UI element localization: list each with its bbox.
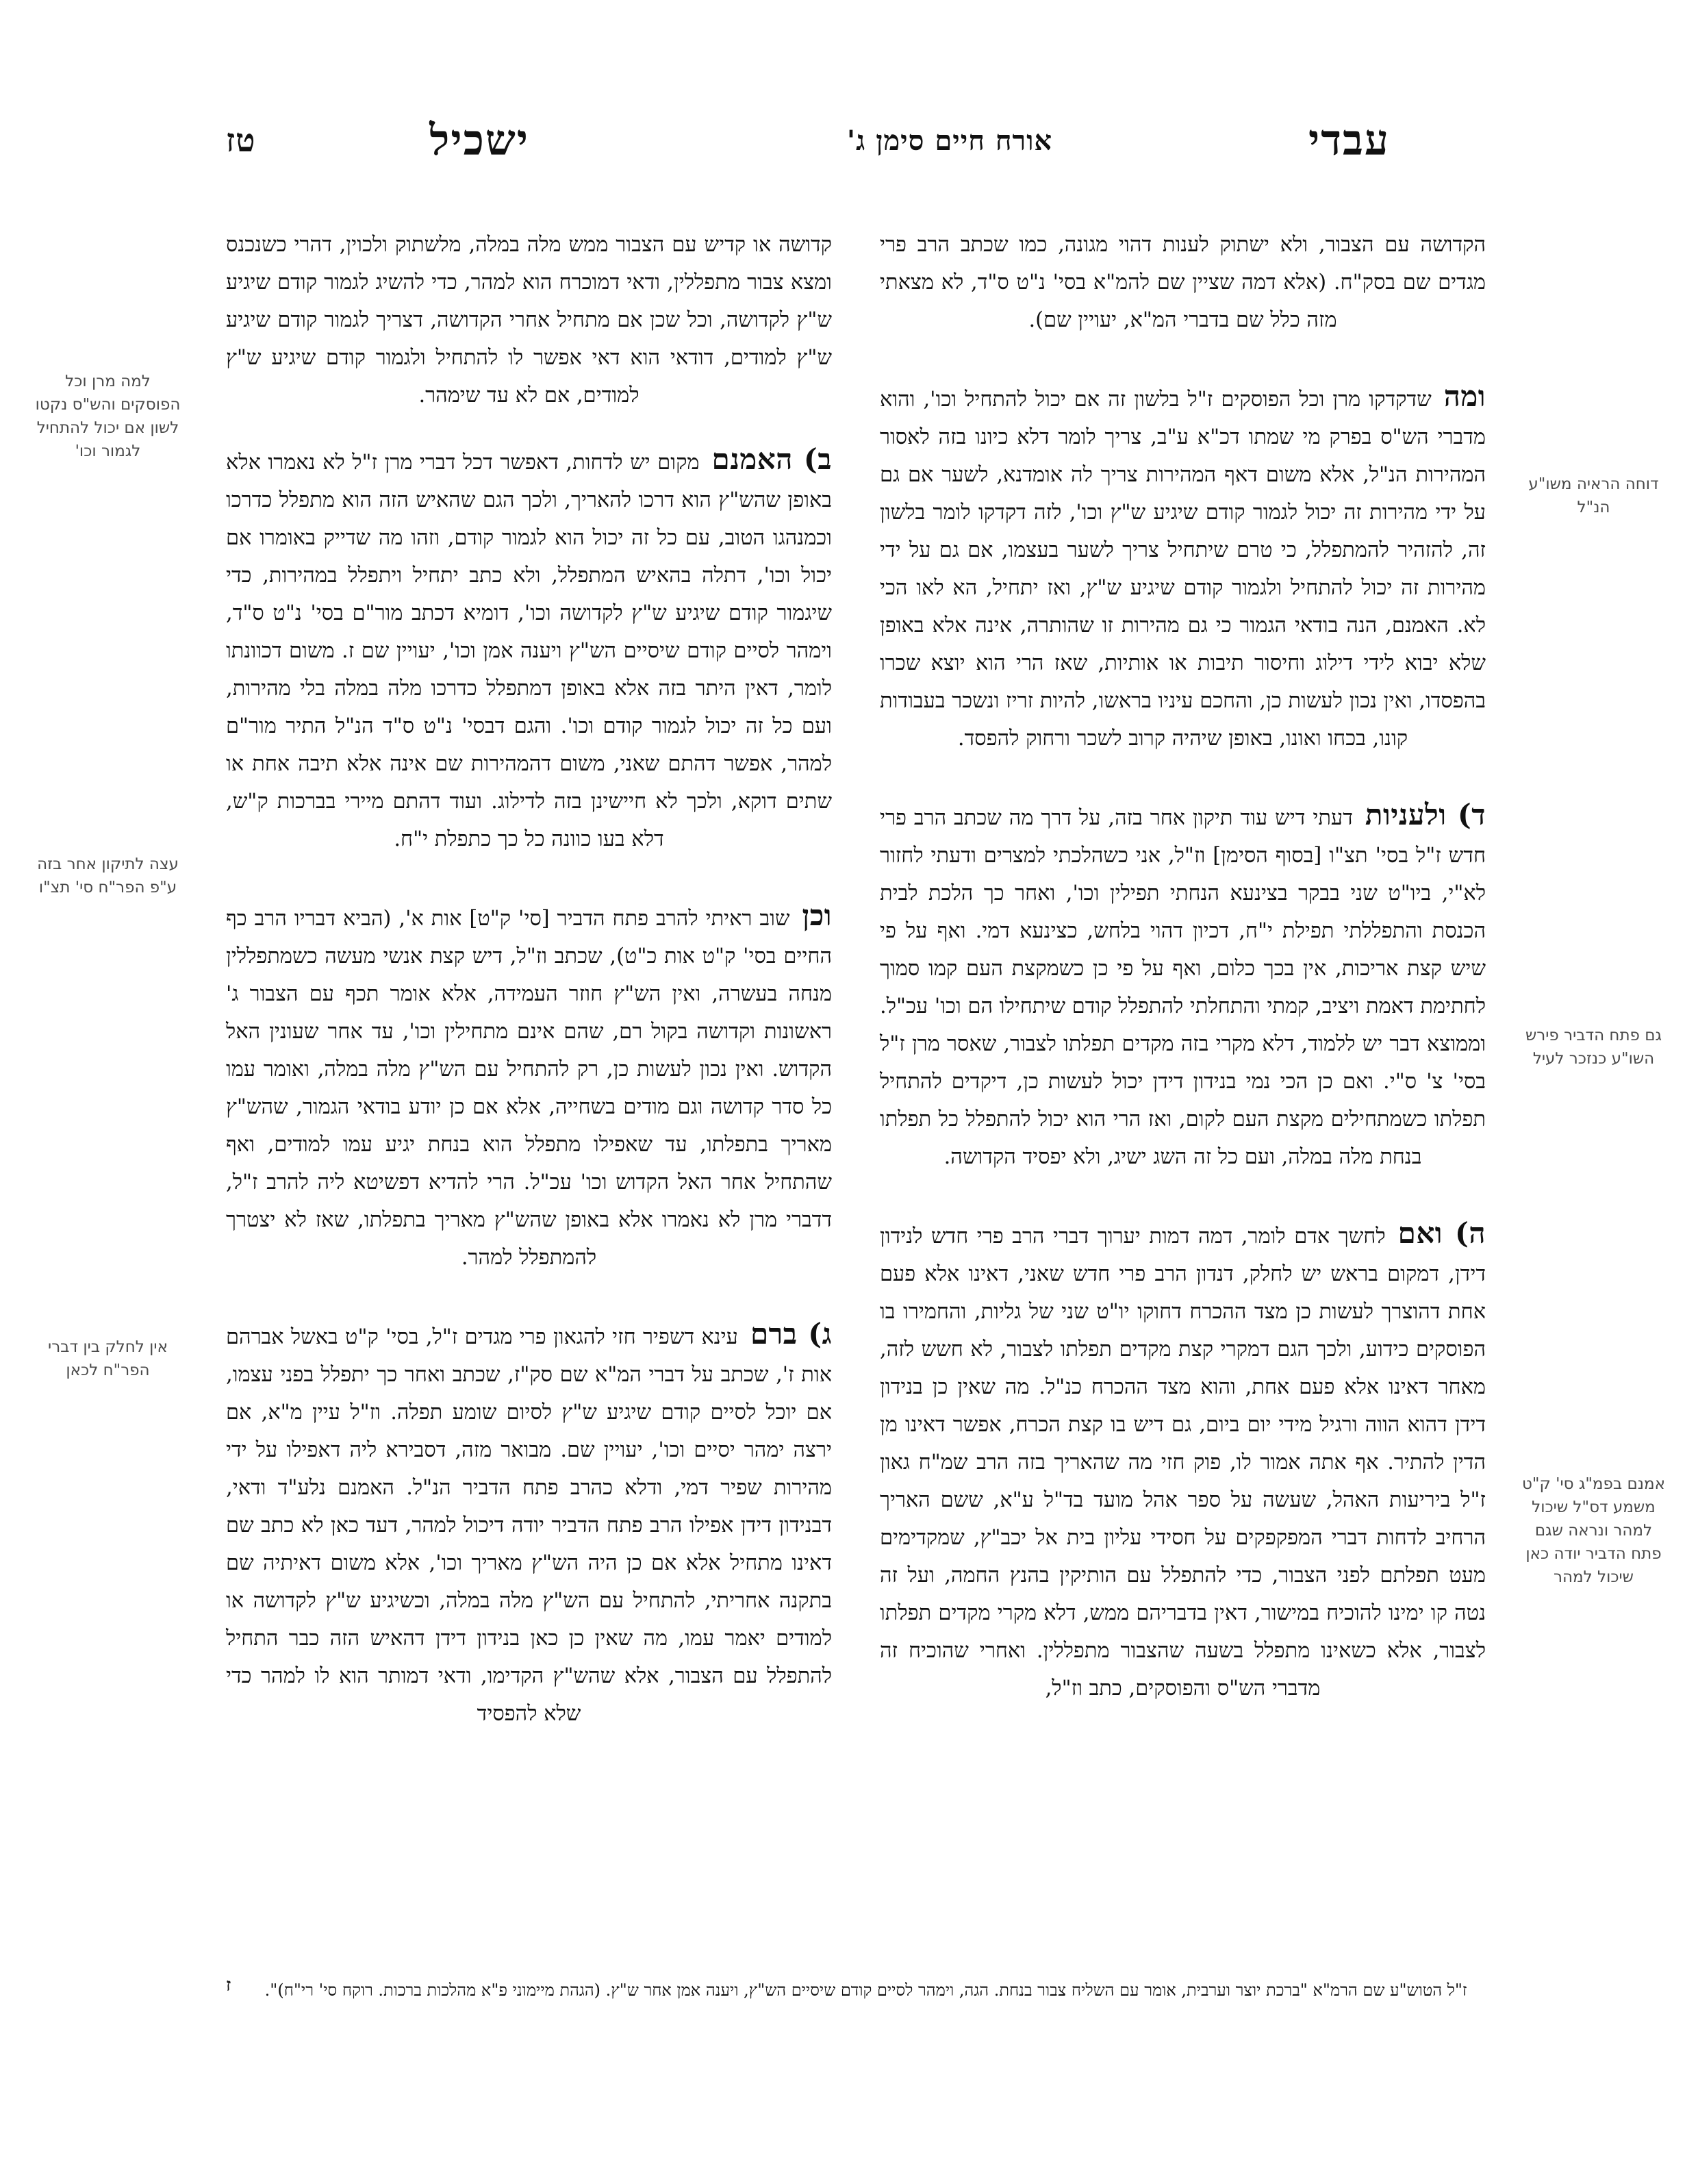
margin-gloss-right-3: אמנם בפמ"ג סי' ק"ט משמע דס"ל שיכול למהר ונראה שגם פתח הדביר יודה כאן שיכול למהר <box>1522 1475 1665 1586</box>
margin-gloss-left-2: עצה לתיקון אחר בזה ע"פ הפר"ח סי' תצ"ו <box>37 855 179 896</box>
paragraph <box>226 896 832 1277</box>
paragraph-text: קדושה או קדיש עם הצבור ממש מלה במלה, מלשתוק ולכוין, דהרי כשנכנס ומצא צבור מתפללין, ודאי דמוכרח הוא למהר, כדי להשיג לגמור קודם שיגיע ש"ץ לקדושה, וכל שכן אם מתחיל אחרי הקדושה, דצריך לגמור קודם שיגיע ש"ץ למודים, דודאי הוא דאי אפשר לו להתחיל ולגמור קודם שיגיע ש"ץ למודים, אם לא עד שימהר. <box>226 233 832 407</box>
paragraph <box>880 377 1486 757</box>
paragraph-text: שדקדקו מרן וכל הפוסקים ז"ל בלשון זה אם יכול להתחיל וכו', והוא מדברי הש"ס בפרק מי שמתו דכ"א ע"ב, צריך לומר דלא כיונו בזה לאסור המהירות הנ"ל, אלא משום דאף המהירות צריך לה אומדנא, לשער אם גם על ידי מהירות זה יכול לגמור קודם שיגיע ש"ץ וכו', לזה דקדקו לומר בלשון זה, להזהיר להמתפלל, כי טרם שיתחיל צריך לשער בעצמו, אם גם על ידי מהירות זה יכול להתחיל ולגמור קודם שיגיע ש"ץ, ואז יתחיל, הא לאו הכי לא. האמנם, הנה בודאי הגמור כי גם מהירות זו שהותרה, אינה אלא באופן שלא יבוא לידי דילוג וחיסור תיבות או אותיות, שאז הרי הוא יוצא שכרו בהפסדו, ואין נכון לעשות כן, והחכם עיניו בראשו, להיות זריז ונשכר בעבודות קונו, בכחו ואונו, באופן שיהיה קרוב לשכר ורחוק להפסד. <box>880 388 1486 751</box>
column-right <box>226 226 832 1924</box>
paragraph-text: מקום יש לדחות, דאפשר דכל דברי מרן ז"ל לא נאמרו אלא באופן שהש"ץ הוא דרכו להאריך, ולכך הגם שהאיש הזה הוא מתפלל כדרכו וכמנהגו הטוב, עם כל זה יכול הוא לגמור קודם, וזהו מה שדייק באומרו אם יכול וכו', דתלה בהאיש המתפלל, ולא כתב יתחיל ויתפלל במהירות, כדי שיגמור קודם שיגיע ש"ץ לקדושה וכו', דומיא דכתב מור"ם בסי' נ"ט ס"ד, וימהר לסיים קודם שיסיים הש"ץ ויענה אמן וכו', יעויין שם ז. משום דכוונתו לומר, דאין היתר בזה אלא באופן דמתפלל כדרכו מלה במלה בלי מהירות, ועם כל זה יכול לגמור קודם וכו'. והגם דבסי' נ"ט ס"ד הנ"ל התיר מור"ם למהר, אפשר דהתם שאני, משום דהמהירות שם אינה אלא תיבה אחת או שתים דוקא, ולכך לא חיישינן בזה לדילוג. ועוד דהתם מיירי בברכות ק"ש, דלא בעו כוונה כל כך כתפלת י"ח. <box>226 451 832 851</box>
margin-gloss-right-2: גם פתח הדביר פירש השו"ע כנזכר לעיל <box>1525 1027 1662 1068</box>
margin-gloss-left-3: אין לחלק בין דברי הפר"ח לכאן <box>48 1338 168 1379</box>
margin-gloss-left-1: למה מרן וכל הפוסקים והש"ס נקטו לשון אם יכול להתחיל לגמור וכו' <box>35 373 181 460</box>
folio-number: טז <box>226 121 256 160</box>
paragraph-lead-word: ד) ולעניות <box>1365 798 1486 831</box>
paragraph-lead-word: ב) האמנם <box>711 442 832 476</box>
book-title-right: ישכיל <box>429 115 530 165</box>
running-header <box>226 103 1472 178</box>
paragraph-lead-word: ומה <box>1443 379 1486 413</box>
paragraph <box>880 226 1486 339</box>
paragraph-lead-word: ג) ברם <box>750 1317 832 1351</box>
margin-gloss-right-1: דוחה הראיה משו"ע הנ"ל <box>1528 475 1659 516</box>
paragraph <box>880 1214 1486 1707</box>
footnote-marker: ז <box>226 1975 231 1996</box>
paragraph-lead-word: וכן <box>802 899 832 932</box>
footnote-text: ז"ל הטוש"ע שם הרמ"א "ברכת יוצר וערבית, אומר עם השליח צבור בנחת. הגה, וימהר לסיים קודם שיסיים הש"ץ, ויענה אמן אחר ש"ץ. (הגהת מיימוני פ"א מהלכות ברכות. רוקח סי' רי"ח)". <box>264 1981 1467 2000</box>
paragraph <box>226 226 832 414</box>
paragraph <box>880 796 1486 1176</box>
footnote-area <box>226 1972 1486 2008</box>
paragraph <box>226 440 832 858</box>
column-left <box>880 226 1486 1924</box>
paragraph-text: שוב ראיתי להרב פתח הדביר [סי' ק"ט] אות א', (הביא דבריו הרב כף החיים בסי' ק"ט אות כ"ט), שכתב וז"ל, דיש קצת אנשי מעשה כשמתפללין מנחה בעשרה, ואין הש"ץ חוזר העמידה, אלא אומר תכף עם הצבור ג' ראשונות וקדושה בקול רם, שהם אינם מתחילין וכו', עד אחר שעונין האל הקדוש. ואין נכון לעשות כן, רק להתחיל עם הש"ץ מלה במלה, ואומר עמו כל סדר קדושה וגם מודים בשחייה, אלא אם כן יודע בודאי הגמור, שהש"ץ מאריך בתפלתו, עד שאפילו מתפלל הוא בנחת יגיע עמו למודים, ואף שהתחיל אחר האל הקדוש וכו' עכ"ל. הרי להדיא דפשיטא ליה להרב ז"ל, דדברי מרן לא נאמרו אלא באופן שהש"ץ מאריך בתפלתו, שאז לא יצטרך להמתפלל למהר. <box>226 907 832 1270</box>
paragraph-text: לחשך אדם לומר, דמה דמות יערוך דברי הרב פרי חדש לנידון דידן, דמקום בראש יש לחלק, דנדון הרב פרי חדש שאני, דאינו אלא פעם אחת דהוצרך לעשות כן מצד ההכרח דחוקו יו"ט שני של גליות, והחמירו בו הפוסקים כידוע, ולכך הגם דמקרי קצת מקדים תפלתו לצבור, לא חשש לזה, מאחר דאינו אלא פעם אחת, והוא מצד ההכרח כנ"ל. מה שאין כן בנידון דידן דהוא הווה ורגיל מידי יום ביום, גם דיש בו קצת הכרח, אפשר דאינו מן הדין להתיר. אף אתה אמור לו, פוק חזי מה שהאריך בזה הרב שמ"ח גאון ז"ל ביריעות האהל, שעשה על ספר אהל מועד בד"ל ע"א, ששם האריך הרחיב לדחות דברי המפקפקים על חסידי עליון בית אל יכב"ץ, שמקדימים מעט תפלתם לפני הצבור, כדי להתפלל עם הותיקין בהנץ החמה, ועל זה נטה קו ימינו להוכיח במישור, דאין בדבריהם ממש, דלא מקרי מקדים תפלתו לצבור, אלא כשאינו מתפלל בשעה שהצבור מתפללין. ואחרי שהוכיח זה מדברי הש"ס והפוסקים, כתב וז"ל, <box>880 1225 1486 1700</box>
text-columns <box>226 226 1486 1924</box>
paragraph-text: הקדושה עם הצבור, ולא ישתוק לענות דהוי מגונה, כמו שכתב הרב פרי מגדים שם בסק"ח. (אלא דמה שציין שם להמ"א בסי' נ"ט ס"ד, לא מצאתי מזה כלל שם בדברי המ"א, יעויין שם). <box>880 233 1486 332</box>
siman-reference: אורח חיים סימן ג' <box>846 124 1053 157</box>
paragraph-text: דעתי דיש עוד תיקון אחר בזה, על דרך מה שכתב הרב פרי חדש ז"ל בסי' תצ"ו [בסוף הסימן] וז"ל, אני כשהלכתי למצרים ודעתי לחזור לא"י, ביו"ט שני בבקר בצינעא הנחתי תפילין וכו', ואחר כך הלכת לבית הכנסת והתפללתי תפילת י"ח, דכיון דהוי בלחש, כצינעא דמי. ואף על פי שיש קצת אריכות, אין בכך כלום, ואף על פי כן כשמקצת העם קמו סמוך לחתימת דאמת ויציב, קמתי והתחלתי להתפלל קודם שיתחילו הם וכו' עכ"ל. וממוצא דבר יש ללמוד, דלא מקרי בזה מקדים תפלתו לצבור, שאסר מרן ז"ל בסי' צ' ס"י. ואם כן הכי נמי בנידון דידן יכול לעשות כן, דיקדים להתחיל תפלתו כשמתחילים מקצת העם לקום, ואז הרי הוא יכול להתפלל כל תפלתו בנחת מלה במלה, ועם כל זה השג ישיג, ולא יפסיד הקדושה. <box>880 806 1486 1169</box>
paragraph-lead-word: ה) ואם <box>1397 1216 1486 1250</box>
paragraph <box>226 1315 832 1733</box>
book-title-left: עבדי <box>1308 115 1390 165</box>
paragraph-text: עינא דשפיר חזי להגאון פרי מגדים ז"ל, בסי' ק"ט באשל אברהם אות ז', שכתב על דברי המ"א שם סק"ז, שכתב ואחר כך יתפלל בפני עצמו, אם יוכל לסיים קודם שיגיע ש"ץ לסיום שומע תפלה. וז"ל עיין מ"א, אם ירצה ימהר יסיים וכו', יעויין שם. מבואר מזה, דסבירא ליה דאפילו על ידי מהירות שפיר דמי, ודלא כהרב פתח הדביר הנ"ל. האמנם נלע"ד ודאי, דבנידון דידן אפילו הרב פתח הדביר יודה דיכול למהר, דעד כאן לא כתב שם דאינו מתחיל אלא אם כן היה הש"ץ מאריך וכו', אלא משום דאיתיה שם בתקנה אחריתי, להתחיל עם הש"ץ מלה במלה, וכשיגיע ש"ץ לקדושה או למודים יאמר עמו, מה שאין כן כאן בנידון דידן דהאיש הזה כבר התחיל להתפלל עם הצבור, אלא שהש"ץ הקדימו, ודאי דמותר הוא לו למהר כדי שלא להפסיד <box>226 1325 832 1726</box>
footnote <box>226 1972 1486 2008</box>
